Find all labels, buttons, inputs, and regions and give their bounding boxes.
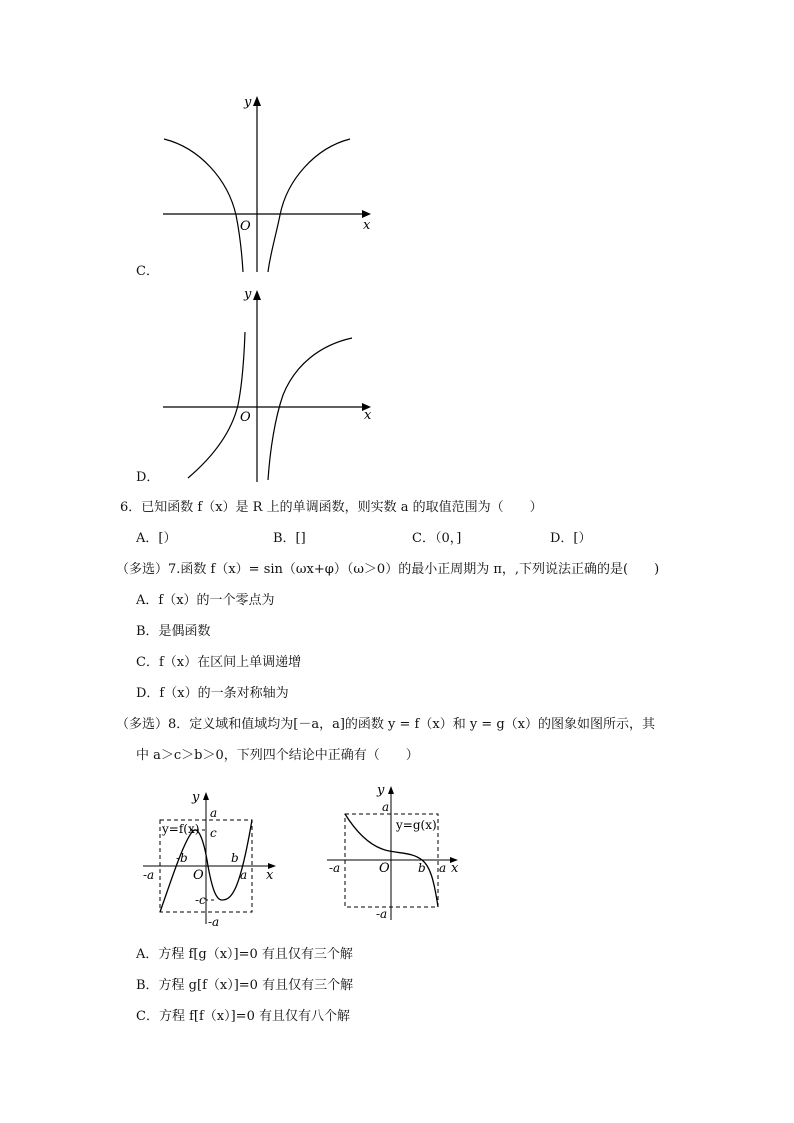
origin-label: O	[193, 868, 204, 883]
label-b: b	[231, 851, 239, 865]
q6-option-a: A．[）	[136, 531, 177, 546]
curve-label: y=g(x)	[396, 818, 437, 832]
label-c: c	[210, 826, 217, 840]
label-a-right: a	[240, 868, 248, 882]
origin-label: O	[379, 861, 390, 876]
y-axis-label: y	[244, 287, 252, 302]
q7-option-d: D．f（x）的一条对称轴为	[136, 686, 289, 701]
y-axis-label: y	[377, 783, 385, 798]
x-axis-label: x	[363, 218, 371, 233]
origin-label: O	[240, 219, 251, 234]
q7-option-a: A．f（x）的一个零点为	[136, 593, 275, 608]
q6-stem: 6．已知函数 f（x）是 R 上的单调函数，则实数 a 的取值范围为（ ）	[120, 500, 543, 515]
label-neg-a-bottom: -a	[208, 915, 220, 929]
q8-option-a: A．方程 f[g（x）]=0 有且仅有三个解	[136, 947, 353, 962]
q8-stem-line1: （多选）8．定义域和值域均为[－a，a]的函数 y = f（x）和 y = g（x）的图象如图所示，其	[116, 717, 655, 732]
q7-stem: （多选）7.函数 f（x）= sin（ωx+φ）（ω＞0）的最小正周期为 π，,下列说法正确的是( )	[116, 562, 660, 577]
label-a-right: a	[439, 861, 447, 875]
q6-option-b: B．[]	[273, 531, 306, 546]
label-neg-a: -a	[329, 861, 341, 875]
x-axis-label: x	[364, 408, 372, 423]
x-axis-label: x	[266, 868, 274, 883]
q8-option-c: C．方程 f[f（x）]=0 有且仅有八个解	[136, 1009, 350, 1024]
y-axis-label: y	[192, 790, 200, 805]
label-b: b	[418, 861, 426, 875]
q7-option-c: C．f（x）在区间上单调递增	[136, 655, 302, 670]
origin-label: O	[240, 410, 251, 425]
q6-option-c: C．（0，]	[412, 531, 462, 546]
label-neg-b: -b	[176, 851, 188, 865]
y-axis-label: y	[244, 95, 252, 110]
label-neg-a: -a	[143, 868, 155, 882]
x-axis-label: x	[451, 861, 459, 876]
label-neg-c: -c	[195, 893, 206, 907]
q6-option-d: D．[）	[550, 531, 592, 546]
label-a-top: a	[210, 806, 218, 820]
q8-stem-line2: 中 a＞c＞b＞0，下列四个结论中正确有（ ）	[136, 748, 419, 763]
q8-option-b: B．方程 g[f（x）]=0 有且仅有三个解	[136, 978, 354, 993]
label-neg-a-bottom: -a	[376, 907, 388, 921]
label-a-top: a	[382, 800, 390, 814]
curve-label: y=f(x)	[162, 822, 200, 836]
option-label-d: D．	[136, 470, 160, 485]
option-label-c: C．	[136, 264, 159, 279]
q7-option-b: B．是偶函数	[136, 624, 211, 639]
